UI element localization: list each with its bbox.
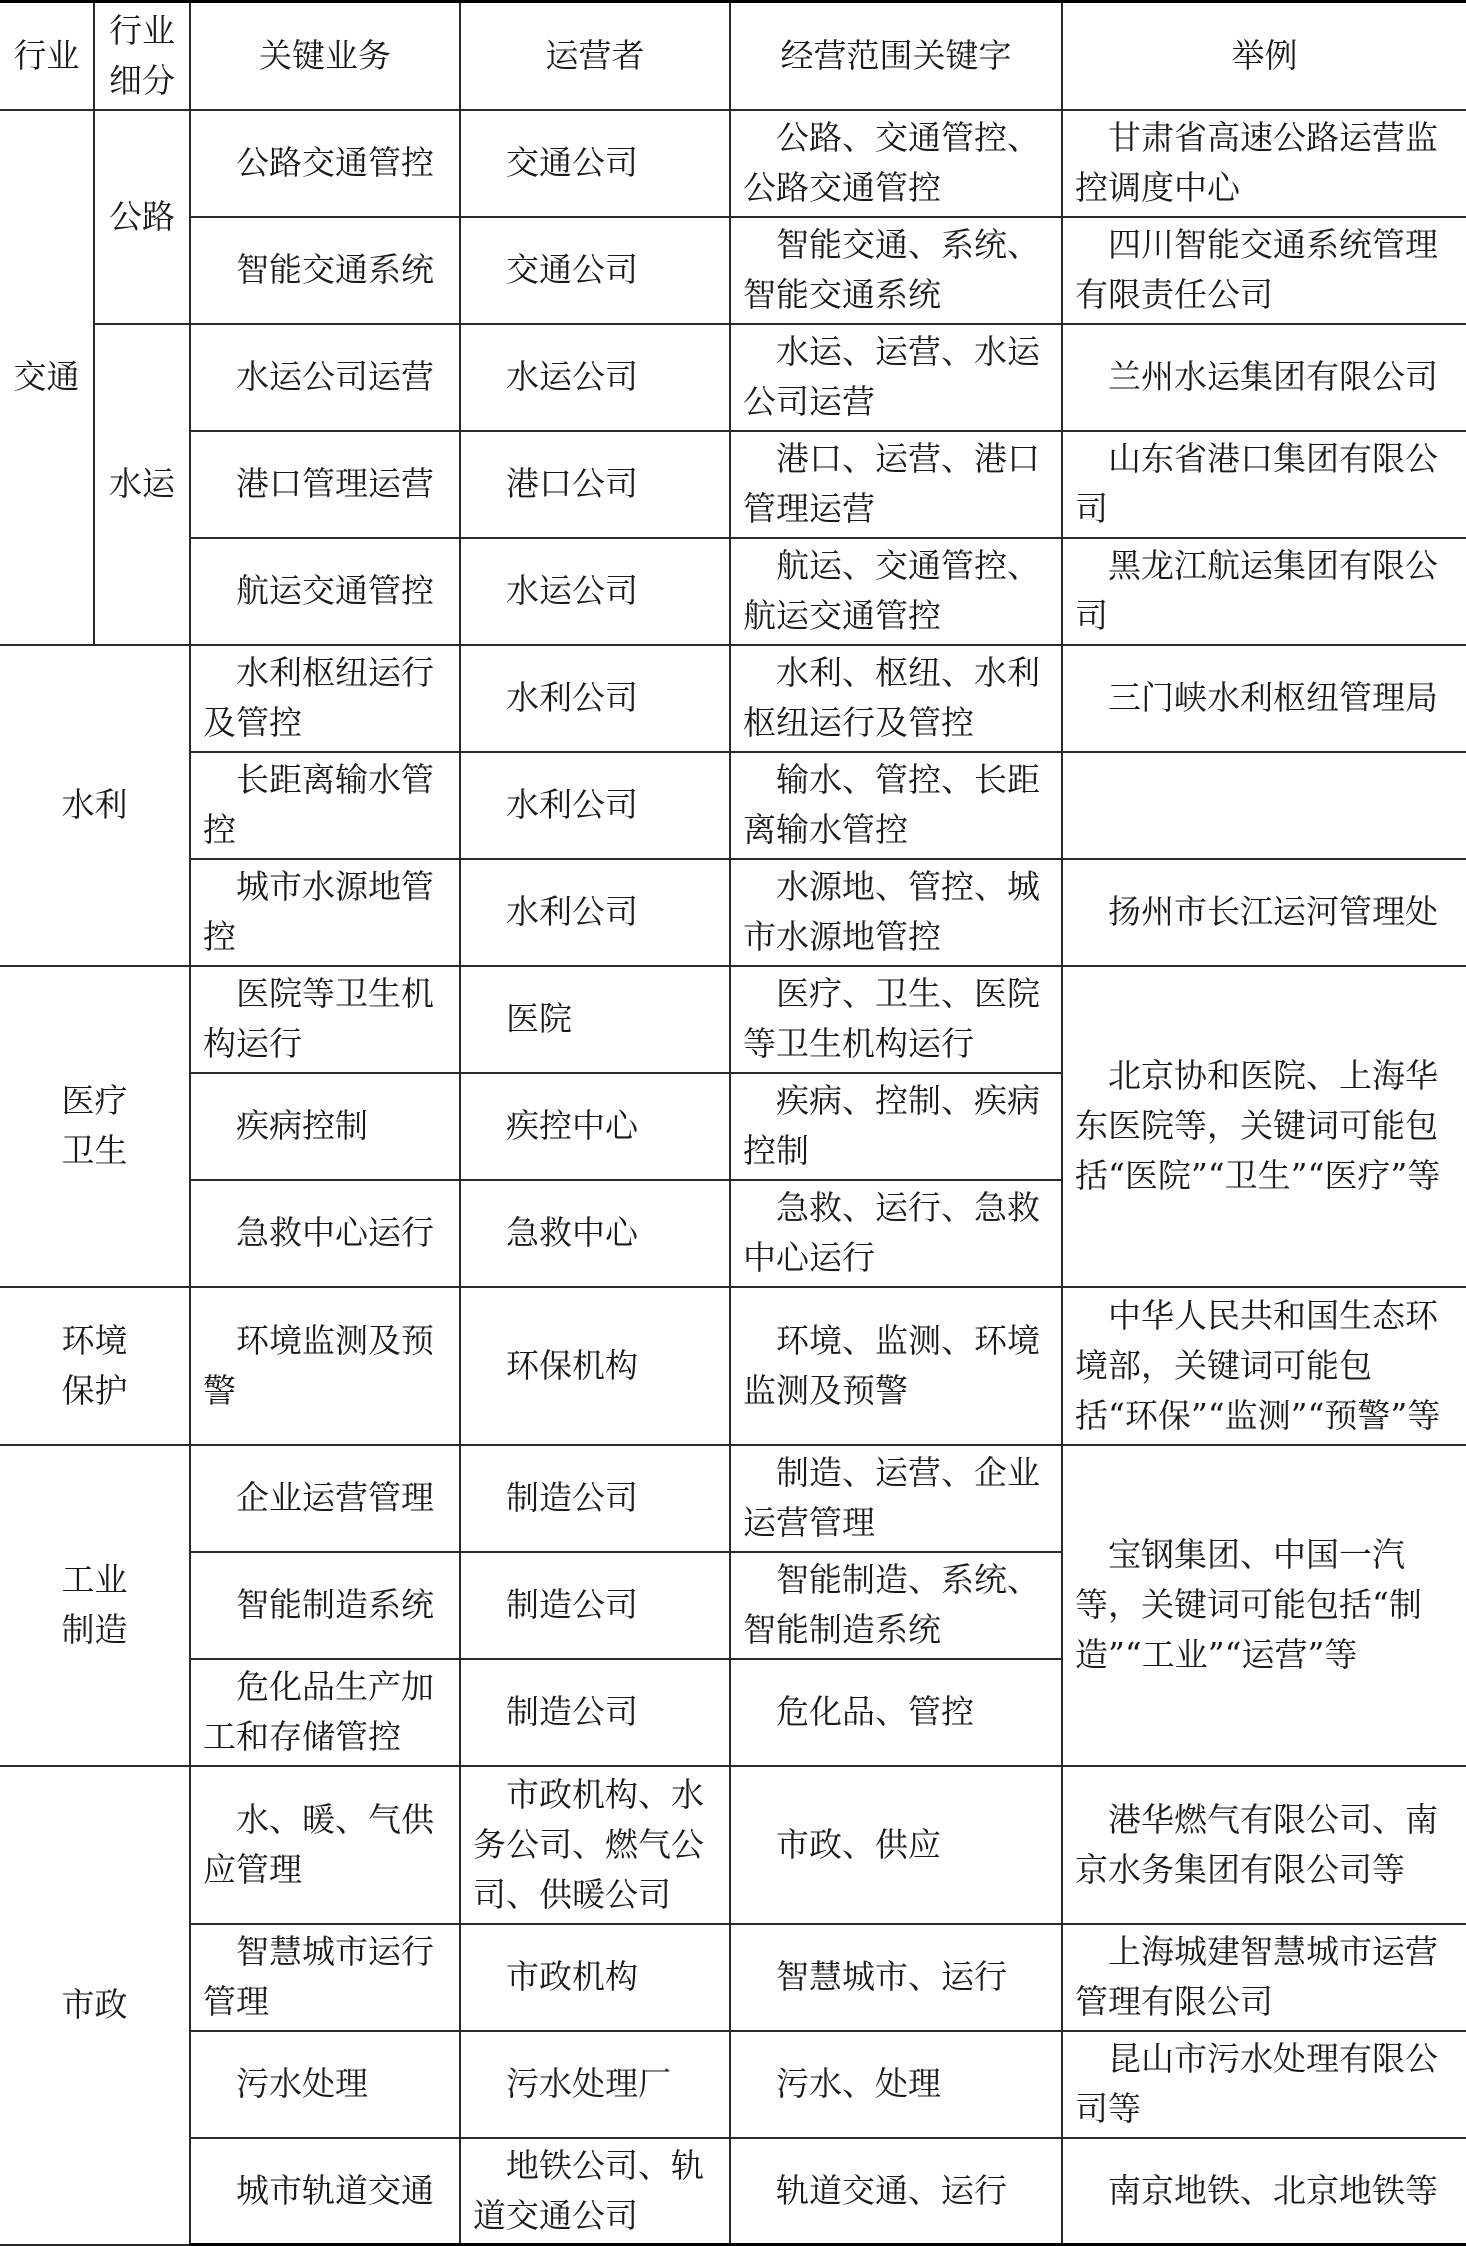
operator-cell: 制造公司 (460, 1552, 730, 1659)
business-cell: 智能制造系统 (190, 1552, 460, 1659)
industry-cell (0, 966, 190, 1287)
header-key-business: 关键业务 (190, 2, 460, 110)
business-cell: 智能交通系统 (190, 217, 460, 324)
operator-cell: 水运公司 (460, 538, 730, 645)
keywords-cell: 智能制造、系统、智能制造系统 (730, 1552, 1062, 1659)
header-example: 举例 (1062, 2, 1466, 110)
table-row (0, 110, 1466, 217)
business-cell: 疾病控制 (190, 1073, 460, 1180)
business-cell: 港口管理运营 (190, 431, 460, 538)
keywords-cell: 水运、运营、水运公司运营 (730, 324, 1062, 431)
business-cell: 水运公司运营 (190, 324, 460, 431)
business-cell: 航运交通管控 (190, 538, 460, 645)
sub-industry-cell: 水运 (94, 324, 190, 645)
header-scope-keywords: 经营范围关键字 (730, 2, 1062, 110)
business-cell: 医院等卫生机构运行 (190, 966, 460, 1073)
keywords-cell: 港口、运营、港口管理运营 (730, 431, 1062, 538)
business-cell: 智慧城市运行管理 (190, 1924, 460, 2031)
operator-cell: 污水处理厂 (460, 2031, 730, 2138)
table-row (0, 859, 1466, 966)
table-row (0, 752, 1466, 859)
keywords-cell: 市政、供应 (730, 1766, 1062, 1924)
table-row (0, 2031, 1466, 2138)
operator-cell: 急救中心 (460, 1180, 730, 1287)
table-row (0, 1924, 1466, 2031)
keywords-cell: 输水、管控、长距离输水管控 (730, 752, 1062, 859)
example-cell: 上海城建智慧城市运营管理有限公司 (1062, 1924, 1466, 2031)
operator-cell: 交通公司 (460, 110, 730, 217)
business-cell: 城市水源地管控 (190, 859, 460, 966)
keywords-cell: 水源地、管控、城市水源地管控 (730, 859, 1062, 966)
header-operator: 运营者 (460, 2, 730, 110)
example-cell: 黑龙江航运集团有限公司 (1062, 538, 1466, 645)
example-cell: 宝钢集团、中国一汽等，关键词可能包括“制造”“工业”“运营”等 (1062, 1445, 1466, 1766)
operator-cell: 港口公司 (460, 431, 730, 538)
example-cell: 南京地铁、北京地铁等 (1062, 2138, 1466, 2245)
example-cell: 甘肃省高速公路运营监控调度中心 (1062, 110, 1466, 217)
industry-cell: 水利 (0, 645, 190, 966)
example-cell: 昆山市污水处理有限公司等 (1062, 2031, 1466, 2138)
operator-cell: 市政机构 (460, 1924, 730, 2031)
keywords-cell: 制造、运营、企业运营管理 (730, 1445, 1062, 1552)
industry-cell: 交通 (0, 110, 94, 645)
table-row (0, 645, 1466, 752)
keywords-cell: 智能交通、系统、智能交通系统 (730, 217, 1062, 324)
table-row (0, 324, 1466, 431)
business-cell: 水、暖、气供应管理 (190, 1766, 460, 1924)
example-cell: 中华人民共和国生态环境部，关键词可能包括“环保”“监测”“预警”等 (1062, 1287, 1466, 1445)
example-cell: 山东省港口集团有限公司 (1062, 431, 1466, 538)
keywords-cell: 智慧城市、运行 (730, 1924, 1062, 2031)
industry-label: 环境保护 (61, 1320, 128, 1410)
table-row (0, 217, 1466, 324)
business-cell: 城市轨道交通 (190, 2138, 460, 2245)
industry-cell: 市政 (0, 1766, 190, 2245)
keywords-cell: 环境、监测、环境监测及预警 (730, 1287, 1062, 1445)
industry-cell (0, 1445, 190, 1766)
table-row (0, 1287, 1466, 1445)
table-row (0, 1445, 1466, 1552)
header-sub-industry: 行业细分 (94, 2, 190, 110)
example-cell: 兰州水运集团有限公司 (1062, 324, 1466, 431)
operator-cell: 地铁公司、轨道交通公司 (460, 2138, 730, 2245)
operator-cell: 水利公司 (460, 859, 730, 966)
business-cell: 环境监测及预警 (190, 1287, 460, 1445)
keywords-cell: 轨道交通、运行 (730, 2138, 1062, 2245)
operator-cell: 制造公司 (460, 1445, 730, 1552)
keywords-cell: 航运、交通管控、航运交通管控 (730, 538, 1062, 645)
table-header-row (0, 2, 1466, 110)
operator-cell: 疾控中心 (460, 1073, 730, 1180)
header-industry: 行业 (0, 2, 94, 110)
business-cell: 水利枢纽运行及管控 (190, 645, 460, 752)
keywords-cell: 急救、运行、急救中心运行 (730, 1180, 1062, 1287)
example-cell: 三门峡水利枢纽管理局 (1062, 645, 1466, 752)
business-cell: 污水处理 (190, 2031, 460, 2138)
keywords-cell: 污水、处理 (730, 2031, 1062, 2138)
operator-cell: 环保机构 (460, 1287, 730, 1445)
table-row (0, 538, 1466, 645)
keywords-cell: 疾病、控制、疾病控制 (730, 1073, 1062, 1180)
table-row (0, 1766, 1466, 1924)
operator-cell: 水利公司 (460, 752, 730, 859)
keywords-cell: 公路、交通管控、公路交通管控 (730, 110, 1062, 217)
operator-cell: 制造公司 (460, 1659, 730, 1766)
example-cell (1062, 752, 1466, 859)
operator-cell: 医院 (460, 966, 730, 1073)
business-cell: 企业运营管理 (190, 1445, 460, 1552)
operator-cell: 市政机构、水务公司、燃气公司、供暖公司 (460, 1766, 730, 1924)
example-cell: 四川智能交通系统管理有限责任公司 (1062, 217, 1466, 324)
example-cell: 扬州市长江运河管理处 (1062, 859, 1466, 966)
keywords-cell: 危化品、管控 (730, 1659, 1062, 1766)
table-row (0, 2138, 1466, 2245)
example-cell: 北京协和医院、上海华东医院等，关键词可能包括“医院”“卫生”“医疗”等 (1062, 966, 1466, 1287)
industry-label: 医疗卫生 (61, 1081, 128, 1170)
table-row (0, 431, 1466, 538)
business-cell: 急救中心运行 (190, 1180, 460, 1287)
example-cell: 港华燃气有限公司、南京水务集团有限公司等 (1062, 1766, 1466, 1924)
keywords-cell: 水利、枢纽、水利枢纽运行及管控 (730, 645, 1062, 752)
operator-cell: 水利公司 (460, 645, 730, 752)
operator-cell: 交通公司 (460, 217, 730, 324)
keywords-cell: 医疗、卫生、医院等卫生机构运行 (730, 966, 1062, 1073)
industry-label: 工业制造 (61, 1560, 128, 1649)
industry-cell (0, 1287, 190, 1445)
operator-cell: 水运公司 (460, 324, 730, 431)
table-row (0, 966, 1466, 1073)
business-cell: 长距离输水管控 (190, 752, 460, 859)
business-cell: 公路交通管控 (190, 110, 460, 217)
business-cell: 危化品生产加工和存储管控 (190, 1659, 460, 1766)
sub-industry-cell: 公路 (94, 110, 190, 324)
